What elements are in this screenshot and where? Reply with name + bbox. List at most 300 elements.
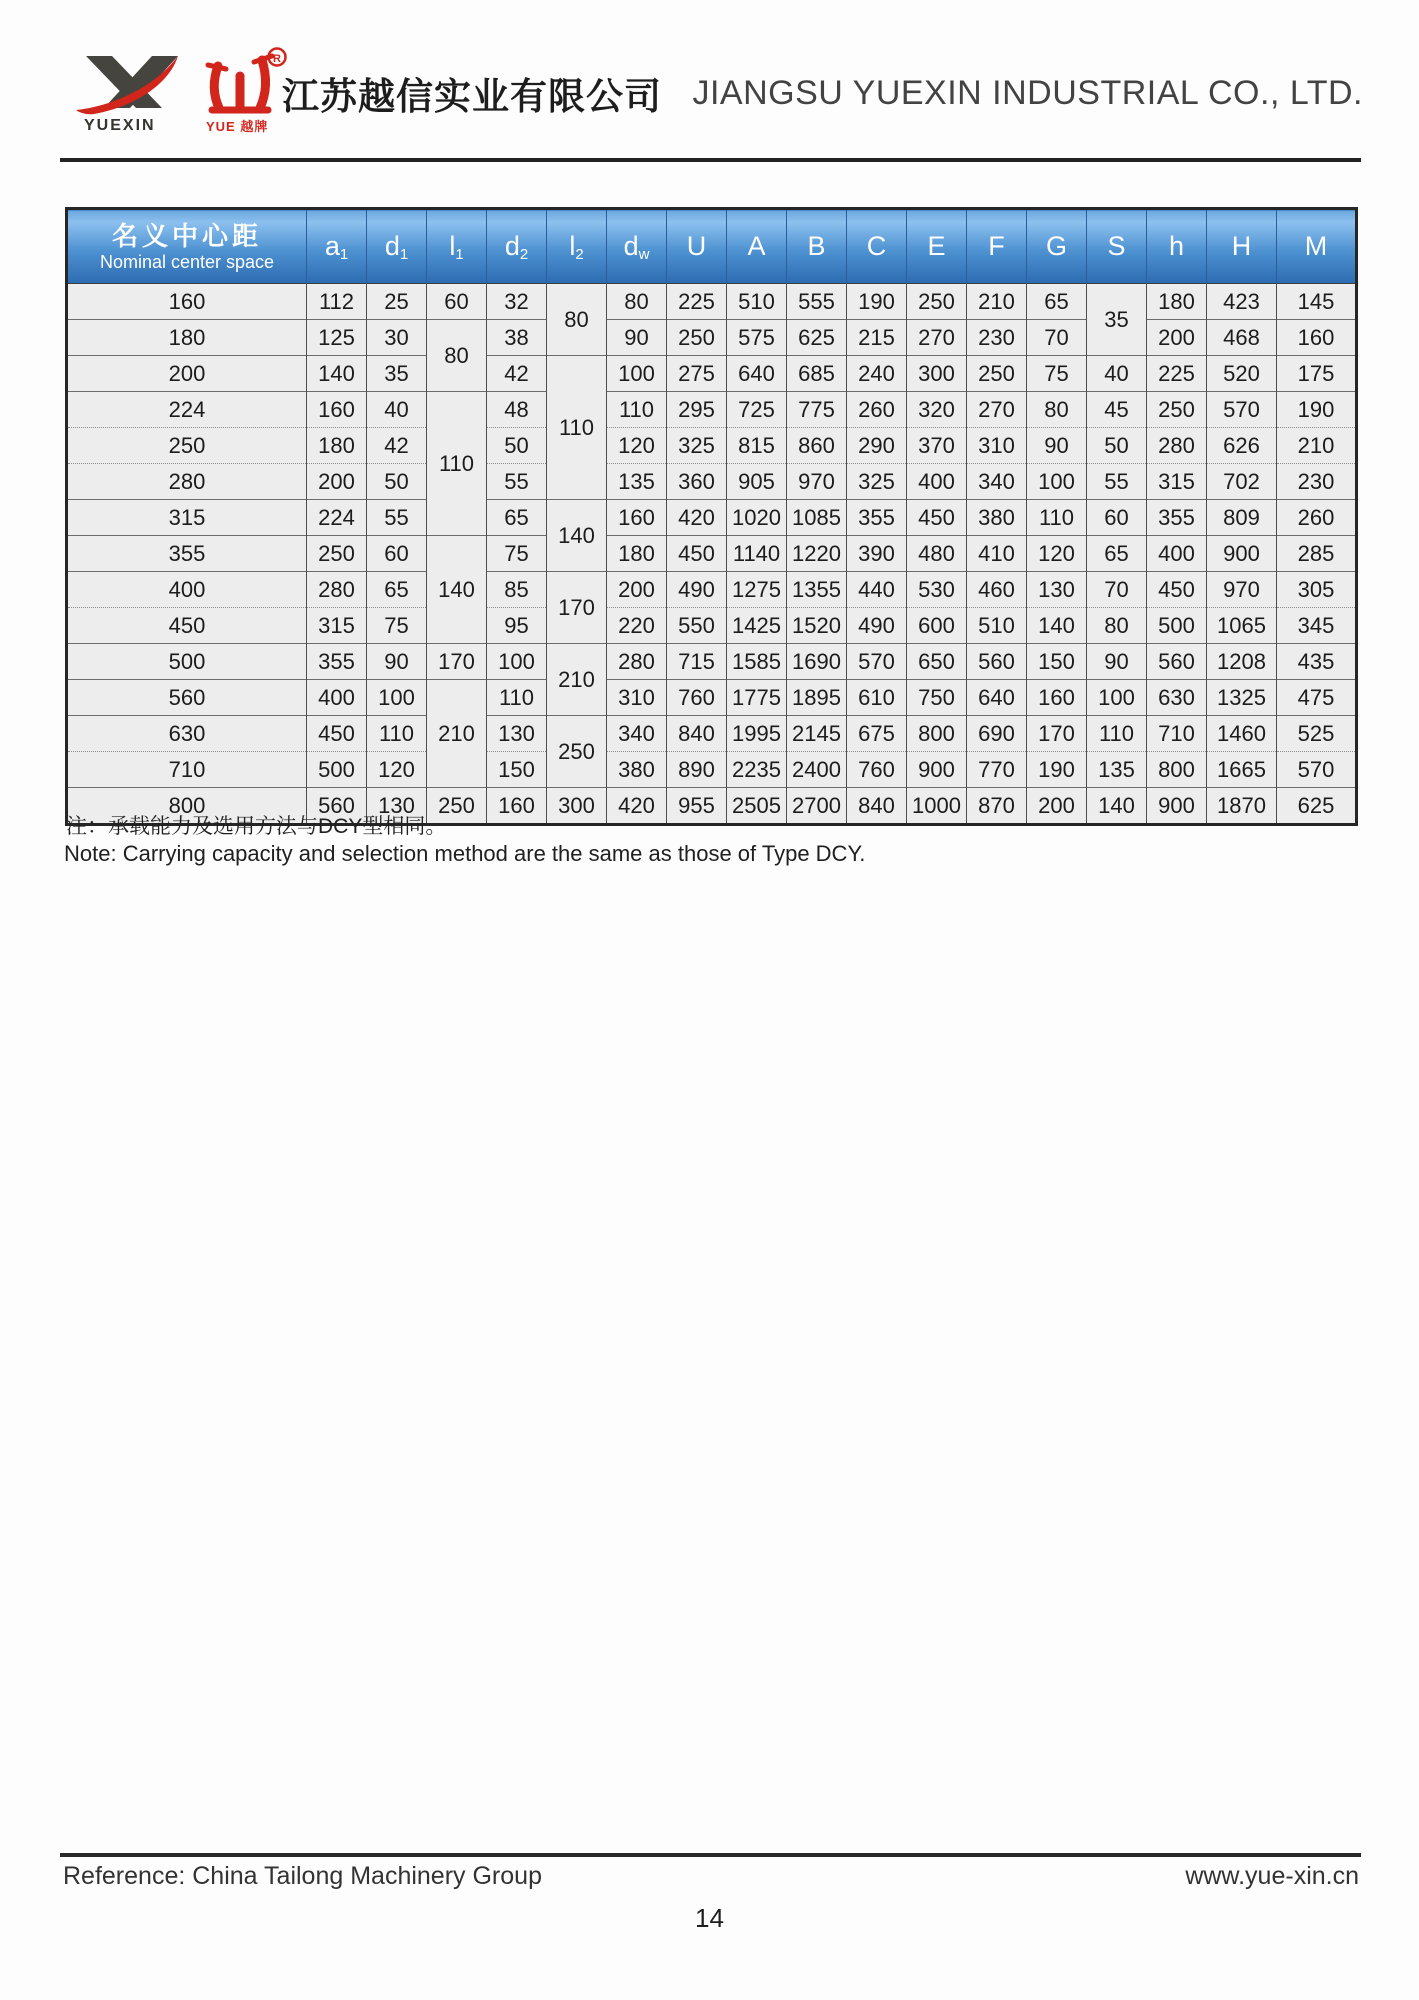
table-cell: 75 [367, 608, 427, 644]
table-cell: 1995 [727, 716, 787, 752]
table-cell: 40 [367, 392, 427, 428]
table-cell: 32 [487, 284, 547, 320]
table-cell: 575 [727, 320, 787, 356]
table-cell: 48 [487, 392, 547, 428]
table-cell: 135 [607, 464, 667, 500]
column-header-g: G [1027, 209, 1087, 284]
table-cell: 905 [727, 464, 787, 500]
table-cell: 725 [727, 392, 787, 428]
table-cell: 70 [1087, 572, 1147, 608]
column-header-e: E [907, 209, 967, 284]
table-cell: 230 [1277, 464, 1357, 500]
table-cell: 42 [487, 356, 547, 392]
table-cell: 90 [1027, 428, 1087, 464]
table-cell: 2700 [787, 788, 847, 825]
table-cell: 250 [967, 356, 1027, 392]
table-cell: 380 [967, 500, 1027, 536]
table-cell: 345 [1277, 608, 1357, 644]
table-cell: 450 [907, 500, 967, 536]
table-cell: 815 [727, 428, 787, 464]
table-cell: 650 [907, 644, 967, 680]
page-number: 14 [695, 1903, 724, 1933]
table-cell: 140 [547, 500, 607, 572]
footer-website: www.yue-xin.cn [1185, 1862, 1359, 1890]
table-cell: 280 [1147, 428, 1207, 464]
table-cell: 475 [1277, 680, 1357, 716]
table-cell: 570 [1207, 392, 1277, 428]
table-cell: 170 [1027, 716, 1087, 752]
table-cell: 280 [307, 572, 367, 608]
table-cell: 420 [667, 500, 727, 536]
table-cell: 45 [1087, 392, 1147, 428]
table-cell: 38 [487, 320, 547, 356]
table-cell: 400 [1147, 536, 1207, 572]
table-row [67, 572, 1357, 608]
table-cell: 410 [967, 536, 1027, 572]
table-cell: 120 [607, 428, 667, 464]
table-cell: 110 [1087, 716, 1147, 752]
table-cell: 890 [667, 752, 727, 788]
table-cell: 260 [847, 392, 907, 428]
table-cell: 900 [907, 752, 967, 788]
table-cell: 2235 [727, 752, 787, 788]
table-cell: 625 [1277, 788, 1357, 825]
table-cell: 1585 [727, 644, 787, 680]
table-cell: 1065 [1207, 608, 1277, 644]
column-header-f: F [967, 209, 1027, 284]
table-cell: 160 [487, 788, 547, 825]
table-cell: 2145 [787, 716, 847, 752]
table-cell: 1000 [907, 788, 967, 825]
table-cell: 160 [67, 284, 307, 320]
table-cell: 1425 [727, 608, 787, 644]
table-cell: 340 [607, 716, 667, 752]
table-cell: 800 [907, 716, 967, 752]
table-cell: 200 [67, 356, 307, 392]
table-cell: 150 [1027, 644, 1087, 680]
table-row [67, 320, 1357, 356]
table-cell: 55 [1087, 464, 1147, 500]
table-cell: 1775 [727, 680, 787, 716]
table-cell: 390 [847, 536, 907, 572]
table-cell: 190 [1277, 392, 1357, 428]
table-cell: 75 [1027, 356, 1087, 392]
table-cell: 500 [1147, 608, 1207, 644]
table-cell: 355 [67, 536, 307, 572]
table-cell: 80 [1027, 392, 1087, 428]
table-cell: 310 [967, 428, 1027, 464]
table-cell: 120 [367, 752, 427, 788]
table-cell: 250 [667, 320, 727, 356]
table-cell: 710 [1147, 716, 1207, 752]
table-cell: 370 [907, 428, 967, 464]
table-row [67, 392, 1357, 428]
table-cell: 530 [907, 572, 967, 608]
table-cell: 630 [67, 716, 307, 752]
table-row [67, 536, 1357, 572]
table-cell: 200 [307, 464, 367, 500]
table-cell: 140 [1027, 608, 1087, 644]
table-cell: 75 [487, 536, 547, 572]
table-cell: 600 [907, 608, 967, 644]
table-cell: 275 [667, 356, 727, 392]
table-cell: 30 [367, 320, 427, 356]
table-cell: 450 [667, 536, 727, 572]
table-cell: 400 [307, 680, 367, 716]
column-header-h: h [1147, 209, 1207, 284]
table-cell: 760 [847, 752, 907, 788]
table-row [67, 608, 1357, 644]
table-cell: 360 [667, 464, 727, 500]
table-cell: 860 [787, 428, 847, 464]
table-row [67, 752, 1357, 788]
table-cell: 715 [667, 644, 727, 680]
table-cell: 450 [1147, 572, 1207, 608]
table-cell: 100 [1087, 680, 1147, 716]
table-cell: 626 [1207, 428, 1277, 464]
table-cell: 320 [907, 392, 967, 428]
table-row [67, 500, 1357, 536]
table-cell: 1690 [787, 644, 847, 680]
table-cell: 450 [307, 716, 367, 752]
table-cell: 305 [1277, 572, 1357, 608]
table-cell: 310 [607, 680, 667, 716]
table-cell: 355 [1147, 500, 1207, 536]
table-cell: 130 [367, 788, 427, 825]
table-cell: 80 [1087, 608, 1147, 644]
table-cell: 2400 [787, 752, 847, 788]
table-cell: 80 [607, 284, 667, 320]
table-cell: 315 [67, 500, 307, 536]
table-cell: 468 [1207, 320, 1277, 356]
table-cell: 1520 [787, 608, 847, 644]
table-cell: 200 [1027, 788, 1087, 825]
table-cell: 250 [427, 788, 487, 825]
table-cell: 480 [907, 536, 967, 572]
svg-text:R: R [273, 53, 281, 65]
table-cell: 110 [367, 716, 427, 752]
table-cell: 65 [1087, 536, 1147, 572]
logo1-wordmark: YUEXIN [84, 117, 156, 134]
table-cell: 560 [67, 680, 307, 716]
table-cell: 160 [607, 500, 667, 536]
table-cell: 525 [1277, 716, 1357, 752]
table-cell: 435 [1277, 644, 1357, 680]
table-cell: 570 [847, 644, 907, 680]
table-cell: 900 [1207, 536, 1277, 572]
table-cell: 150 [487, 752, 547, 788]
table-cell: 190 [847, 284, 907, 320]
table-cell: 550 [667, 608, 727, 644]
table-cell: 760 [667, 680, 727, 716]
table-cell: 180 [67, 320, 307, 356]
column-header-s: S [1087, 209, 1147, 284]
table-cell: 510 [727, 284, 787, 320]
table-cell: 685 [787, 356, 847, 392]
table-cell: 125 [307, 320, 367, 356]
table-cell: 145 [1277, 284, 1357, 320]
logo2-wordmark: YUE 越牌 [206, 119, 269, 134]
table-cell: 1085 [787, 500, 847, 536]
table-cell: 200 [1147, 320, 1207, 356]
table-cell: 270 [967, 392, 1027, 428]
table-cell: 110 [547, 356, 607, 500]
table-cell: 180 [607, 536, 667, 572]
table-cell: 710 [67, 752, 307, 788]
table-cell: 140 [1087, 788, 1147, 825]
table-row [67, 644, 1357, 680]
table-cell: 1460 [1207, 716, 1277, 752]
table-cell: 100 [487, 644, 547, 680]
table-cell: 900 [1147, 788, 1207, 825]
company-name-english: JIANGSU YUEXIN INDUSTRIAL CO., LTD. [692, 74, 1363, 112]
table-cell: 555 [787, 284, 847, 320]
table-cell: 1870 [1207, 788, 1277, 825]
table-cell: 40 [1087, 356, 1147, 392]
table-cell: 130 [1027, 572, 1087, 608]
table-cell: 325 [847, 464, 907, 500]
column-header-d2: $d_2$ [487, 209, 547, 284]
table-cell: 140 [307, 356, 367, 392]
table-cell: 250 [907, 284, 967, 320]
table-cell: 970 [1207, 572, 1277, 608]
table-cell: 224 [307, 500, 367, 536]
table-cell: 520 [1207, 356, 1277, 392]
table-cell: 200 [607, 572, 667, 608]
table-cell: 140 [427, 536, 487, 644]
yuexin-logo-icon [72, 48, 192, 134]
table-cell: 170 [547, 572, 607, 644]
table-cell: 112 [307, 284, 367, 320]
table-cell: 295 [667, 392, 727, 428]
column-header-c: C [847, 209, 907, 284]
table-row [67, 356, 1357, 392]
column-header-l2: $l_2$ [547, 209, 607, 284]
table-cell: 800 [67, 788, 307, 825]
footer-reference: Reference: China Tailong Machinery Group [63, 1862, 542, 1890]
table-cell: 280 [607, 644, 667, 680]
table-cell: 120 [1027, 536, 1087, 572]
table-cell: 1140 [727, 536, 787, 572]
table-cell: 80 [427, 320, 487, 392]
table-cell: 160 [1027, 680, 1087, 716]
table-cell: 800 [1147, 752, 1207, 788]
table-cell: 65 [367, 572, 427, 608]
table-cell: 100 [607, 356, 667, 392]
table-cell: 90 [607, 320, 667, 356]
column-header-m: M [1277, 209, 1357, 284]
table-cell: 340 [967, 464, 1027, 500]
table-cell: 225 [1147, 356, 1207, 392]
table-cell: 60 [1087, 500, 1147, 536]
column-header-nominal-center-space: 名义中心距 Nominal center space [67, 209, 307, 284]
column-header-b: B [787, 209, 847, 284]
table-cell: 400 [907, 464, 967, 500]
table-cell: 220 [607, 608, 667, 644]
table-cell: 55 [367, 500, 427, 536]
table-cell: 35 [367, 356, 427, 392]
table-cell: 50 [1087, 428, 1147, 464]
table-cell: 50 [367, 464, 427, 500]
table-cell: 955 [667, 788, 727, 825]
table-cell: 560 [307, 788, 367, 825]
table-cell: 270 [907, 320, 967, 356]
table-cell: 35 [1087, 284, 1147, 356]
note-english: Note: Carrying capacity and selection method are the same as those of Type DCY. [64, 841, 866, 866]
table-cell: 355 [307, 644, 367, 680]
table-cell: 630 [1147, 680, 1207, 716]
table-cell: 450 [67, 608, 307, 644]
table-cell: 100 [1027, 464, 1087, 500]
table-cell: 90 [1087, 644, 1147, 680]
table-row [67, 464, 1357, 500]
table-cell: 190 [1027, 752, 1087, 788]
table-cell: 290 [847, 428, 907, 464]
table-row [67, 680, 1357, 716]
table-cell: 702 [1207, 464, 1277, 500]
table-cell: 809 [1207, 500, 1277, 536]
table-cell: 55 [487, 464, 547, 500]
table-cell: 250 [307, 536, 367, 572]
table-cell: 1275 [727, 572, 787, 608]
table-cell: 50 [487, 428, 547, 464]
table-cell: 500 [307, 752, 367, 788]
table-cell: 750 [907, 680, 967, 716]
column-header-dw: $d_w$ [607, 209, 667, 284]
table-cell: 80 [547, 284, 607, 356]
note-chinese: 注：承载能力及选用方法与DCY型相同。 [66, 815, 447, 838]
table-cell: 42 [367, 428, 427, 464]
table-container [65, 207, 1358, 826]
table-cell: 840 [667, 716, 727, 752]
table-cell: 500 [67, 644, 307, 680]
table-cell: 423 [1207, 284, 1277, 320]
table-cell: 1208 [1207, 644, 1277, 680]
table-cell: 380 [607, 752, 667, 788]
table-cell: 60 [367, 536, 427, 572]
table-cell: 135 [1087, 752, 1147, 788]
table-cell: 300 [907, 356, 967, 392]
table-cell: 675 [847, 716, 907, 752]
table-cell: 640 [727, 356, 787, 392]
table-cell: 110 [487, 680, 547, 716]
table-cell: 640 [967, 680, 1027, 716]
yue-brand-logo-icon [196, 46, 288, 136]
table-header-row [67, 209, 1357, 284]
table-cell: 160 [1277, 320, 1357, 356]
table-cell: 210 [967, 284, 1027, 320]
table-cell: 1220 [787, 536, 847, 572]
table-cell: 60 [427, 284, 487, 320]
table-cell: 355 [847, 500, 907, 536]
table-cell: 180 [1147, 284, 1207, 320]
table-cell: 2505 [727, 788, 787, 825]
table-cell: 570 [1277, 752, 1357, 788]
table-cell: 100 [367, 680, 427, 716]
table-cell: 70 [1027, 320, 1087, 356]
table-cell: 770 [967, 752, 1027, 788]
table-cell: 175 [1277, 356, 1357, 392]
column-header-a1: $a_1$ [307, 209, 367, 284]
table-cell: 325 [667, 428, 727, 464]
table-cell: 65 [487, 500, 547, 536]
table-cell: 460 [967, 572, 1027, 608]
table-cell: 25 [367, 284, 427, 320]
table-cell: 690 [967, 716, 1027, 752]
table-cell: 110 [427, 392, 487, 536]
table-cell: 1020 [727, 500, 787, 536]
table-cell: 250 [1147, 392, 1207, 428]
table-cell: 1665 [1207, 752, 1277, 788]
table-cell: 315 [1147, 464, 1207, 500]
table-cell: 560 [967, 644, 1027, 680]
table-cell: 1325 [1207, 680, 1277, 716]
table-cell: 490 [667, 572, 727, 608]
table-cell: 160 [307, 392, 367, 428]
company-name-chinese: 江苏越信实业有限公司 [282, 76, 662, 117]
column-header-a: A [727, 209, 787, 284]
table-cell: 300 [547, 788, 607, 825]
table-cell: 775 [787, 392, 847, 428]
table-cell: 170 [427, 644, 487, 680]
table-cell: 225 [667, 284, 727, 320]
table-cell: 1895 [787, 680, 847, 716]
column-header-h: H [1207, 209, 1277, 284]
table-cell: 250 [547, 716, 607, 788]
table-cell: 440 [847, 572, 907, 608]
table-cell: 400 [67, 572, 307, 608]
footer-divider [60, 1853, 1361, 1857]
table-cell: 215 [847, 320, 907, 356]
table-cell: 85 [487, 572, 547, 608]
table-cell: 95 [487, 608, 547, 644]
table-cell: 870 [967, 788, 1027, 825]
table-cell: 625 [787, 320, 847, 356]
column-header-d1: $d_1$ [367, 209, 427, 284]
table-cell: 210 [547, 644, 607, 716]
table-cell: 610 [847, 680, 907, 716]
header-divider [60, 158, 1361, 162]
table-cell: 970 [787, 464, 847, 500]
column-header-u: U [667, 209, 727, 284]
table-row [67, 716, 1357, 752]
table-cell: 224 [67, 392, 307, 428]
table-row [67, 284, 1357, 320]
table-cell: 65 [1027, 284, 1087, 320]
table-cell: 180 [307, 428, 367, 464]
table-cell: 560 [1147, 644, 1207, 680]
table-cell: 420 [607, 788, 667, 825]
table-cell: 210 [1277, 428, 1357, 464]
table-cell: 315 [307, 608, 367, 644]
table-cell: 90 [367, 644, 427, 680]
table-cell: 510 [967, 608, 1027, 644]
table-cell: 260 [1277, 500, 1357, 536]
column-header-l1: $l_1$ [427, 209, 487, 284]
table-cell: 285 [1277, 536, 1357, 572]
table-cell: 490 [847, 608, 907, 644]
table-row [67, 428, 1357, 464]
table-cell: 130 [487, 716, 547, 752]
table-cell: 110 [1027, 500, 1087, 536]
table-cell: 840 [847, 788, 907, 825]
dimension-table [65, 207, 1358, 826]
table-cell: 250 [67, 428, 307, 464]
table-cell: 230 [967, 320, 1027, 356]
table-cell: 280 [67, 464, 307, 500]
table-cell: 1355 [787, 572, 847, 608]
table-cell: 240 [847, 356, 907, 392]
